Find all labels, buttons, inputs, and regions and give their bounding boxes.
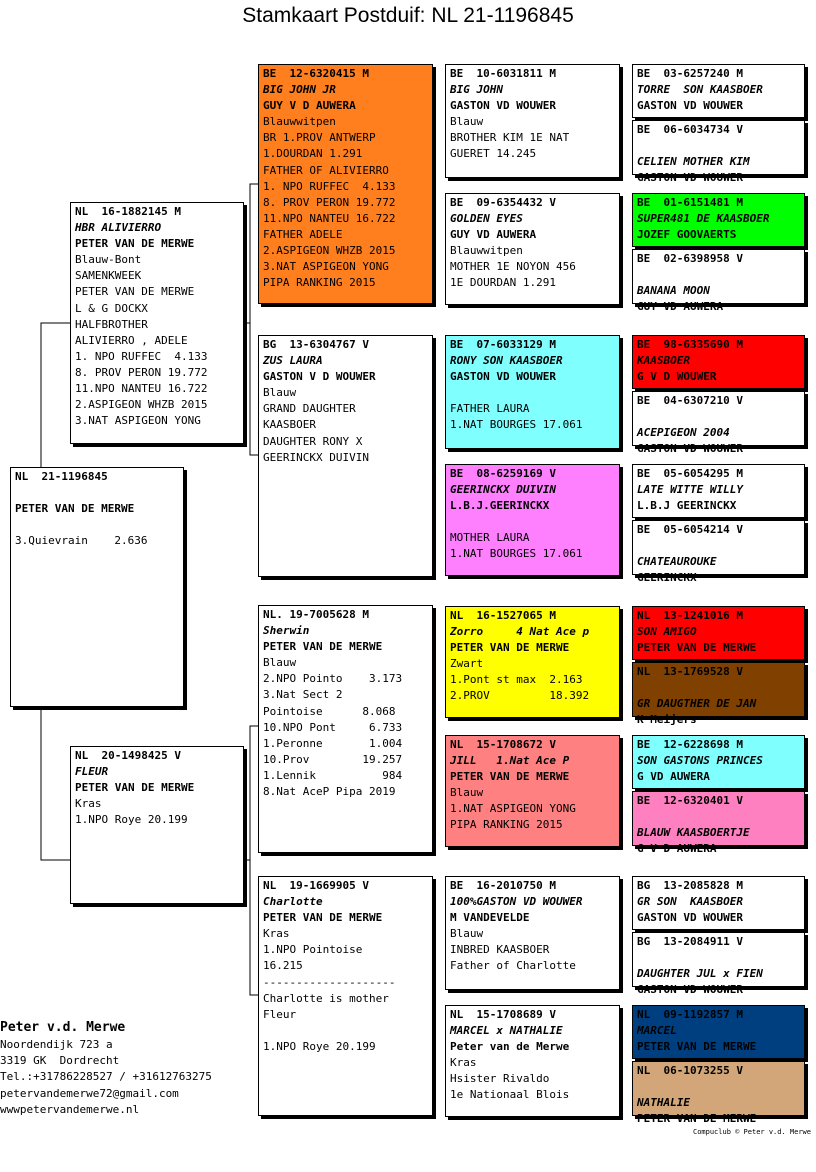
owner-name: GUY VD AUWERA: [637, 300, 724, 314]
pedigree-card-dd[interactable]: [258, 876, 433, 1116]
info-line: BROTHER KIM 1E NAT: [450, 131, 570, 145]
owner-name: GASTON VD WOUWER: [637, 99, 743, 113]
connector-dam-ds: [243, 726, 258, 860]
bird-name: SON GASTONS PRINCES: [637, 754, 763, 768]
info-line: 3.Quievrain 2.636: [15, 534, 148, 548]
ring-number: NL 13-1241016 M: [637, 609, 743, 622]
info-line: 16.215: [263, 959, 303, 973]
pedigree-card-dds[interactable]: [445, 876, 620, 990]
ring-number: BG 13-6304767 V: [263, 338, 369, 351]
ring-number: NL 15-1708672 V: [450, 738, 556, 751]
info-line: [450, 514, 615, 530]
owner-name: GASTON VD WOUWER: [637, 171, 743, 185]
bird-name: GOLDEN EYES: [450, 212, 523, 226]
owner-name: PETER VAN DE MERWE: [263, 911, 383, 925]
footer-credit: Compuclub © Peter v.d. Merwe: [692, 1128, 811, 1136]
bird-name: KAASBOER: [637, 354, 690, 368]
info-line: [263, 1023, 428, 1039]
info-line: 3.Nat Sect 2: [263, 688, 343, 702]
bird-name: CHATEAUROUKE: [637, 555, 717, 569]
info-line: [15, 485, 179, 501]
info-line: 1.NAT BOURGES 17.061: [450, 547, 583, 561]
owner-name: PETER VAN DE MERWE: [263, 640, 383, 654]
bird-name: CELIEN MOTHER KIM: [637, 155, 750, 169]
info-line: 1. NPO RUFFEC 4.133: [263, 179, 396, 193]
ring-number: BE 09-6354432 V: [450, 196, 556, 209]
info-line: GEERINCKX DUIVIN: [263, 450, 369, 464]
info-line: 1.Lennik 984: [263, 768, 403, 782]
owner-name: GASTON VD WOUWER: [637, 442, 743, 456]
pedigree-card-ds[interactable]: [258, 605, 433, 853]
bird-name: GR DAUGTHER DE JAN: [637, 697, 757, 711]
pedigree-card-ddd[interactable]: [445, 1005, 620, 1117]
info-line: [637, 538, 800, 554]
connector-subject-dam: [41, 706, 70, 860]
info-line: Zwart: [450, 657, 484, 671]
info-line: ALIVIERRO , ADELE: [75, 333, 188, 347]
connector-subject-sire: [41, 323, 70, 468]
ring-number: BE 07-6033129 M: [450, 338, 556, 351]
info-line: Kras: [263, 927, 290, 941]
bird-name: FLEUR: [75, 765, 109, 779]
bird-name: SON AMIGO: [637, 625, 697, 639]
bird-name: NATHALIE: [637, 1096, 690, 1110]
info-line: PIPA RANKING 2015: [450, 818, 563, 832]
info-line: 1.NAT BOURGES 17.061: [450, 418, 583, 432]
connector-sire-ss: [243, 184, 258, 323]
ring-number: BG 13-2085828 M: [637, 879, 743, 892]
ring-number: NL 06-1073255 V: [637, 1064, 743, 1077]
bird-name: ACEPIGEON 2004: [637, 426, 730, 440]
info-line: --------------------: [263, 975, 396, 989]
info-line: Father of Charlotte: [450, 959, 576, 973]
info-line: 2.ASPIGEON WHZB 2015: [263, 244, 396, 258]
pedigree-card-g4[interactable]: [632, 249, 805, 314]
bird-name: Charlotte: [263, 895, 323, 909]
ring-number: NL 20-1498425 V: [75, 749, 181, 762]
breeder-address: Noordendijk 723 a: [0, 1038, 113, 1051]
info-line: Fleur: [263, 1007, 297, 1021]
info-line: BR 1.PROV ANTWERP: [263, 131, 376, 145]
info-line: [637, 950, 800, 966]
info-line: [637, 138, 800, 154]
info-line: 1. NPO RUFFEC 4.133: [75, 349, 208, 363]
bird-name: LATE WITTE WILLY: [637, 483, 743, 497]
pedigree-card-g5[interactable]: [632, 335, 805, 389]
ring-number: BE 16-2010750 M: [450, 879, 556, 892]
info-line: Charlotte is mother: [263, 991, 389, 1005]
pedigree-card-g3[interactable]: [632, 193, 805, 247]
info-line: Blauwwitpen: [450, 244, 523, 258]
ring-number: BE 12-6228698 M: [637, 738, 743, 751]
pedigree-card-sdd[interactable]: [445, 464, 620, 576]
info-line: 1.DOURDAN 1.291: [263, 147, 363, 161]
info-line: 1e Nationaal Blois: [450, 1088, 570, 1102]
pedigree-card-dam[interactable]: [70, 746, 244, 904]
owner-name: GASTON VD WOUWER: [450, 99, 556, 113]
breeder-phone: Tel.:+31786228527 / +31612763275: [0, 1070, 212, 1084]
info-line: 11.NPO NANTEU 16.722: [263, 211, 396, 225]
owner-name: GASTON V D WOUWER: [263, 370, 376, 384]
owner-name: L.B.J.GEERINCKX: [450, 499, 550, 513]
ring-number: BE 05-6054214 V: [637, 523, 743, 536]
owner-name: GUY V D AUWERA: [263, 99, 356, 113]
pedigree-card-dss[interactable]: [445, 606, 620, 718]
info-line: Hsister Rivaldo: [450, 1072, 550, 1086]
info-line: [637, 267, 800, 283]
info-line: Blauw: [450, 786, 484, 800]
info-line: [637, 1079, 800, 1095]
info-line: L & G DOCKX: [75, 301, 148, 315]
owner-name: JOZEF GOOVAERTS: [637, 228, 737, 242]
breeder-name: Peter v.d. Merwe: [0, 1020, 126, 1035]
info-line: GRAND DAUGHTER: [263, 402, 356, 416]
owner-name: L.B.J GEERINCKX: [637, 499, 737, 513]
info-line: 10.NPO Pont 6.733: [263, 720, 403, 734]
ring-number: NL 21-1196845: [15, 470, 108, 483]
pedigree-card-g10[interactable]: [632, 662, 805, 727]
ring-number: BE 10-6031811 M: [450, 67, 556, 80]
info-line: [15, 517, 179, 533]
bird-name: BLAUW KAASBOERTJE: [637, 826, 750, 840]
owner-name: GASTON VD WOUWER: [637, 983, 743, 997]
ring-number: BE 98-6335690 M: [637, 338, 743, 351]
info-line: HALFBROTHER: [75, 317, 148, 331]
bird-name: BIG JOHN: [450, 83, 503, 97]
info-line: FATHER ADELE: [263, 227, 343, 241]
info-line: DAUGHTER RONY X: [263, 434, 363, 448]
info-line: 1.NAT ASPIGEON YONG: [450, 802, 576, 816]
bird-name: RONY SON KAASBOER: [450, 354, 563, 368]
owner-name: GUY VD AUWERA: [450, 228, 537, 242]
info-line: 1.NPO Roye 20.199: [263, 1039, 376, 1053]
pedigree-card-ssd[interactable]: [445, 193, 620, 305]
owner-name: Peter van de Merwe: [450, 1040, 570, 1054]
bird-name: 100%GASTON VD WOUWER: [450, 895, 583, 909]
pedigree-card-g12[interactable]: [632, 791, 805, 856]
pedigree-card-g6[interactable]: [632, 391, 805, 456]
owner-name: PETER VAN DE MERWE: [75, 237, 195, 251]
info-line: Blauw: [450, 927, 484, 941]
ring-number: NL 16-1527065 M: [450, 609, 556, 622]
info-line: 8.Nat AceP Pipa 2019: [263, 785, 396, 799]
info-line: 2.ASPIGEON WHZB 2015: [75, 398, 208, 412]
owner-name: PETER VAN DE MERWE: [450, 641, 570, 655]
owner-name: PETER VAN DE MERWE: [15, 502, 135, 516]
bird-name: HBR ALIVIERRO: [75, 221, 162, 235]
ring-number: NL. 19-7005628 M: [263, 608, 369, 621]
pedigree-card-g9[interactable]: [632, 606, 805, 660]
bird-name: BIG JOHN JR: [263, 83, 336, 97]
owner-name: GASTON VD WOUWER: [637, 911, 743, 925]
info-line: Blauw: [263, 386, 297, 400]
bird-name: GR SON KAASBOER: [637, 895, 743, 909]
pedigree-card-dsd[interactable]: [445, 735, 620, 847]
info-line: FATHER LAURA: [450, 402, 530, 416]
ring-number: BE 12-6320401 V: [637, 794, 743, 807]
info-line: 8. PROV PERON 19.772: [263, 195, 396, 209]
ring-number: BE 06-6034734 V: [637, 123, 743, 136]
info-line: INBRED KAASBOER: [450, 943, 550, 957]
pedigree-card-sd[interactable]: [258, 335, 433, 577]
pedigree-card-g16[interactable]: [632, 1061, 805, 1126]
info-line: Kras: [75, 797, 102, 811]
ring-number: BE 12-6320415 M: [263, 67, 369, 80]
info-line: 1.NPO Roye 20.199: [75, 813, 188, 827]
pedigree-card-g7[interactable]: [632, 464, 805, 518]
owner-name: GASTON VD WOUWER: [450, 370, 556, 384]
info-line: 1.Pont st max 2.163: [450, 673, 583, 687]
ring-number: NL 13-1769528 V: [637, 665, 743, 678]
owner-name: M VANDEVELDE: [450, 911, 530, 925]
bird-name: GEERINCKX DUIVIN: [450, 483, 556, 497]
info-line: 2.PROV 18.392: [450, 689, 590, 703]
ring-number: NL 15-1708689 V: [450, 1008, 556, 1021]
info-line: KAASBOER: [263, 418, 316, 432]
owner-name: G V D WOUWER: [637, 370, 717, 384]
bird-name: Zorro 4 Nat Ace p: [450, 625, 590, 639]
ring-number: NL 16-1882145 M: [75, 205, 181, 218]
pedigree-card-sire[interactable]: [70, 202, 244, 444]
bird-name: MARCEL x NATHALIE: [450, 1024, 563, 1038]
info-line: 11.NPO NANTEU 16.722: [75, 382, 208, 396]
owner-name: G VD AUWERA: [637, 770, 710, 784]
bird-name: ZUS LAURA: [263, 354, 323, 368]
pedigree-card-g8[interactable]: [632, 520, 805, 585]
bird-name: JILL 1.Nat Ace P: [450, 754, 570, 768]
pedigree-card-ss[interactable]: [258, 64, 433, 304]
owner-name: PETER VAN DE MERWE: [637, 641, 757, 655]
info-line: 3.NAT ASPIGEON YONG: [263, 260, 389, 274]
info-line: 1.Peronne 1.004: [263, 736, 403, 750]
owner-name: PETER VAN DE MERWE: [75, 781, 195, 795]
pedigree-card-g11[interactable]: [632, 735, 805, 789]
info-line: 10.Prov 19.257: [263, 752, 403, 766]
info-line: 8. PROV PERON 19.772: [75, 365, 208, 379]
ring-number: BE 04-6307210 V: [637, 394, 743, 407]
pedigree-card-g1[interactable]: [632, 64, 805, 118]
ring-number: BE 05-6054295 M: [637, 467, 743, 480]
pedigree-card-subject[interactable]: [10, 467, 184, 707]
pedigree-card-g15[interactable]: [632, 1005, 805, 1059]
info-line: MOTHER 1E NOYON 456: [450, 260, 576, 274]
info-line: [637, 680, 800, 696]
owner-name: PETER VAN DE MERWE: [450, 770, 570, 784]
bird-name: SUPER481 DE KAASBOER: [637, 212, 770, 226]
pedigree-card-g14[interactable]: [632, 932, 805, 997]
owner-name: PETER VAN DE MERWE: [637, 1040, 757, 1054]
connector-sire-sd: [250, 323, 258, 455]
info-line: SAMENKWEEK: [75, 269, 142, 283]
bird-name: TORRE SON KAASBOER: [637, 83, 763, 97]
info-line: PIPA RANKING 2015: [263, 276, 376, 290]
page-title: Stamkaart Postduif: NL 21-1196845: [242, 4, 574, 27]
ring-number: BG 13-2084911 V: [637, 935, 743, 948]
info-line: Blauwwitpen: [263, 115, 336, 129]
breeder-email: petervandemerwe72@gmail.com: [0, 1086, 179, 1100]
owner-name: K Meijers: [637, 713, 697, 727]
breeder-postcode-city: 3319 GK Dordrecht: [0, 1054, 120, 1068]
pedigree-card-g2[interactable]: [632, 120, 805, 185]
ring-number: BE 08-6259169 V: [450, 467, 556, 480]
info-line: PETER VAN DE MERWE: [75, 285, 195, 299]
breeder-website: wwwpetervandemerwe.nl: [0, 1102, 140, 1116]
owner-name: G V D AUWERA: [637, 842, 717, 856]
pedigree-card-g13[interactable]: [632, 876, 805, 930]
ring-number: BE 02-6398958 V: [637, 252, 743, 265]
bird-name: Sherwin: [263, 624, 310, 638]
info-line: 2.NPO Pointo 3.173: [263, 672, 403, 686]
info-line: [637, 409, 800, 425]
info-line: Blauw: [263, 656, 297, 670]
bird-name: BANANA MOON: [637, 284, 710, 298]
info-line: Kras: [450, 1056, 477, 1070]
info-line: 1.NPO Pointoise: [263, 943, 363, 957]
bird-name: DAUGHTER JUL x FIEN: [637, 967, 763, 981]
bird-name: MARCEL: [637, 1024, 677, 1038]
info-line: [637, 809, 800, 825]
info-line: GUERET 14.245: [450, 147, 537, 161]
ring-number: NL 09-1192857 M: [637, 1008, 743, 1021]
breeder-info: [0, 1019, 250, 1118]
pedigree-card-sss[interactable]: [445, 64, 620, 178]
ring-number: BE 01-6151481 M: [637, 196, 743, 209]
info-line: Blauw-Bont: [75, 253, 142, 267]
info-line: [450, 385, 615, 401]
info-line: 1E DOURDAN 1.291: [450, 276, 556, 290]
ring-number: BE 03-6257240 M: [637, 67, 743, 80]
info-line: MOTHER LAURA: [450, 531, 530, 545]
info-line: FATHER OF ALIVIERRO: [263, 163, 389, 177]
ring-number: NL 19-1669905 V: [263, 879, 369, 892]
info-line: 3.NAT ASPIGEON YONG: [75, 414, 201, 428]
info-line: Pointoise 8.068: [263, 704, 396, 718]
owner-name: PETER VAN DE MERWE: [637, 1112, 757, 1126]
info-line: Blauw: [450, 115, 484, 129]
connector-dam-dd: [250, 860, 258, 995]
pedigree-card-sds[interactable]: [445, 335, 620, 449]
owner-name: GEERINCKX: [637, 571, 697, 585]
